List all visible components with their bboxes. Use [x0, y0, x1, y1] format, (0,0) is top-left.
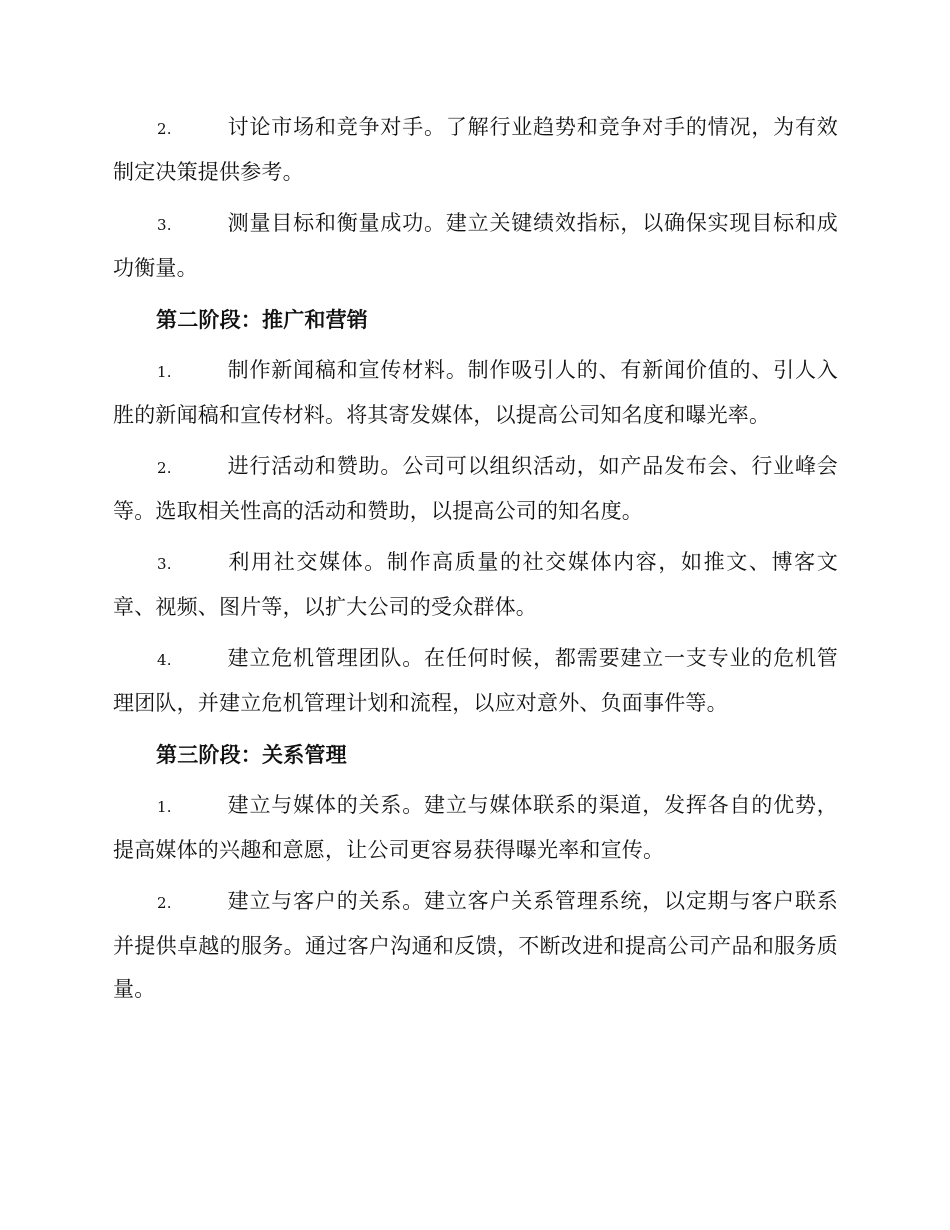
item-text: 进行活动和赞助。公司可以组织活动，如产品发布会、行业峰会等。选取相关性高的活动和赞助，以提高公司的知名度。 [113, 454, 838, 523]
item-number: 3. [157, 216, 172, 234]
list-item [113, 349, 838, 437]
item-number: 2. [157, 459, 172, 477]
item-text: 建立危机管理团队。在任何时候，都需要建立一支专业的危机管理团队，并建立危机管理计划和流程，以应对意外、负面事件等。 [113, 646, 838, 715]
list-item [113, 880, 838, 1011]
item-number: 2. [157, 120, 172, 138]
list-item [113, 784, 838, 872]
item-text: 利用社交媒体。制作高质量的社交媒体内容，如推文、博客文章、视频、图片等，以扩大公司的受众群体。 [113, 550, 838, 619]
list-item [113, 445, 838, 533]
item-number: 1. [157, 363, 172, 381]
item-number: 2. [157, 894, 172, 912]
document-body [113, 106, 838, 1019]
item-number: 4. [157, 651, 172, 669]
item-number: 1. [157, 798, 172, 816]
list-item [113, 541, 838, 629]
section-heading-relationship: 第三阶段：关系管理 [156, 742, 347, 767]
list-item [113, 637, 838, 725]
item-number: 3. [157, 555, 172, 573]
item-text: 测量目标和衡量成功。建立关键绩效指标，以确保实现目标和成功衡量。 [113, 211, 838, 280]
item-text: 建立与客户的关系。建立客户关系管理系统，以定期与客户联系并提供卓越的服务。通过客户沟通和反馈，不断改进和提高公司产品和服务质量。 [113, 889, 838, 1001]
item-text: 讨论市场和竞争对手。了解行业趋势和竞争对手的情况，为有效制定决策提供参考。 [113, 115, 838, 184]
section-heading-promotion: 第二阶段：推广和营销 [156, 307, 368, 332]
item-text: 制作新闻稿和宣传材料。制作吸引人的、有新闻价值的、引人入胜的新闻稿和宣传材料。将其寄发媒体，以提高公司知名度和曝光率。 [113, 358, 838, 427]
item-text: 建立与媒体的关系。建立与媒体联系的渠道，发挥各自的优势，提高媒体的兴趣和意愿，让公司更容易获得曝光率和宣传。 [113, 793, 838, 862]
list-item [113, 202, 838, 290]
list-item [113, 106, 838, 194]
